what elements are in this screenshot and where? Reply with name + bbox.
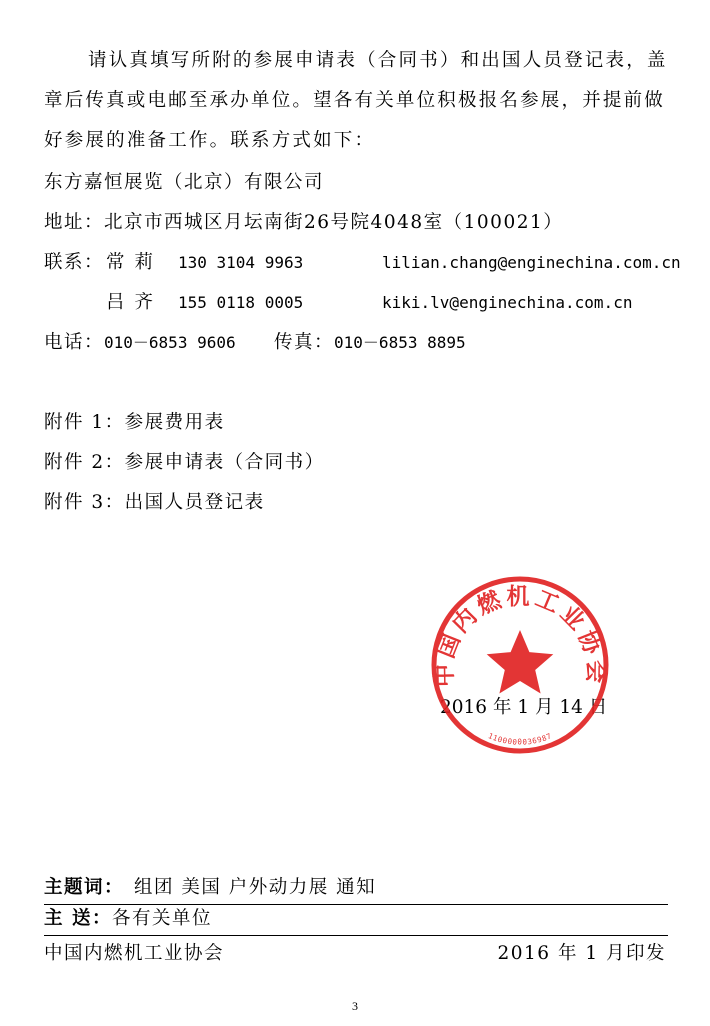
phone-value: 010－6853 9606 <box>104 333 236 352</box>
contact-name: 吕齐 <box>106 292 164 313</box>
attachment-item <box>44 454 325 473</box>
attachment-title: 参展申请表（合同书） <box>124 452 325 473</box>
contact-email: lilian.chang@enginechina.com.cn <box>382 253 681 272</box>
recipients-line <box>44 910 212 929</box>
attachment-label: 附件 3： <box>44 492 125 513</box>
phone-fax-line <box>44 334 466 353</box>
attachment-label: 附件 1： <box>44 412 125 433</box>
attachment-label: 附件 2： <box>44 452 125 473</box>
paragraph-line-3: 好参展的准备工作。联系方式如下： <box>44 130 376 151</box>
page-number: 3 <box>352 999 358 1013</box>
attachment-item <box>44 494 265 513</box>
divider <box>44 935 668 936</box>
paragraph-line-1: 请认真填写所附的参展申请表（合同书）和出国人员登记表，盖 <box>88 50 668 71</box>
contact-row-1 <box>44 254 681 273</box>
attachment-title: 参展费用表 <box>124 412 225 433</box>
star-icon <box>487 630 554 694</box>
divider <box>44 904 668 905</box>
contact-phone: 155 0118 0005 <box>178 293 304 312</box>
attachment-title: 出国人员登记表 <box>124 492 265 513</box>
official-seal <box>427 572 613 758</box>
keywords-line <box>44 879 376 898</box>
fax-label: 传真： <box>274 332 335 353</box>
recipients-value: 各有关单位 <box>111 908 212 929</box>
fax-value: 010－6853 8895 <box>334 333 466 352</box>
address-line <box>44 214 563 233</box>
contact-name: 常莉 <box>106 252 164 273</box>
phone-label: 电话： <box>44 332 105 353</box>
contacts-label: 联系： <box>44 252 105 273</box>
keywords-value: 组团 美国 户外动力展 通知 <box>134 877 377 898</box>
contact-email: kiki.lv@enginechina.com.cn <box>382 293 633 312</box>
seal-org-name-path: 中国内燃机工业协会 <box>431 584 609 688</box>
recipients-label: 主 送： <box>44 908 112 929</box>
sign-date: 2016 年 1 月 14 日 <box>440 697 608 718</box>
organizer-name: 东方嘉恒展览（北京）有限公司 <box>44 172 325 193</box>
paragraph-line-2: 章后传真或电邮至承办单位。望各有关单位积极报名参展，并提前做 <box>44 90 666 111</box>
issue-date: 2016 年 1 月印发 <box>497 943 666 964</box>
address-value: 北京市西城区月坛南街26号院4048室（100021） <box>104 212 564 233</box>
seal-serial-path: 1100000036987 <box>486 731 554 747</box>
address-label: 地址： <box>44 212 105 233</box>
keywords-label: 主题词： <box>44 877 125 898</box>
issuer-name: 中国内燃机工业协会 <box>44 943 225 964</box>
contact-phone: 130 3104 9963 <box>178 253 304 272</box>
attachment-item <box>44 414 225 433</box>
contact-row-2 <box>106 294 632 313</box>
seal-serial <box>487 731 553 746</box>
